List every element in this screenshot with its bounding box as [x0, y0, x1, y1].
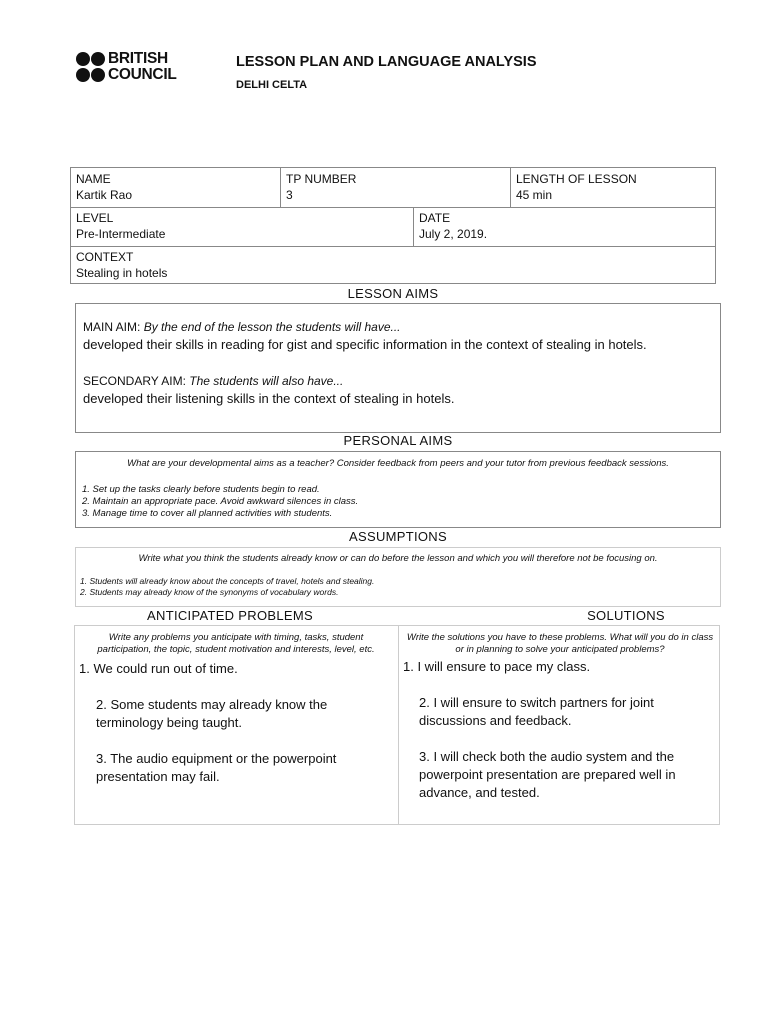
lesson-aims-heading: LESSON AIMS — [347, 286, 439, 301]
personal-aims-box — [75, 451, 721, 528]
level-cell — [71, 208, 413, 244]
main-aim-label: MAIN AIM: — [83, 320, 141, 334]
problems-solutions-table — [74, 625, 720, 825]
tp-number-value: 3 — [286, 188, 293, 202]
solution-item-2: 2. I will ensure to switch partners for joint discussions and feedback. — [419, 695, 654, 728]
assumption-item: 2. Students may already know of the synonyms of vocabulary words. — [80, 587, 339, 597]
level-value: Pre-Intermediate — [76, 227, 166, 241]
solution-item-3: 3. I will check both the audio system and the powerpoint presentation are prepared well in advance, and tested. — [419, 749, 676, 800]
document-title: LESSON PLAN AND LANGUAGE ANALYSIS — [236, 54, 537, 70]
assumption-item: 1. Students will already know about the concepts of travel, hotels and stealing. — [80, 576, 375, 586]
assumptions-prompt: Write what you think the students already know or can do before the lesson and which you will therefore not be focusing on. — [138, 553, 658, 564]
context-cell — [71, 247, 715, 283]
tp-number-label: TP NUMBER — [286, 172, 357, 186]
personal-aim-item: 3. Manage time to cover all planned activities with students. — [82, 508, 333, 519]
problem-item-2: 2. Some students may already know the terminology being taught. — [96, 697, 328, 730]
document-subtitle: DELHI CELTA — [236, 79, 308, 91]
problems-column — [79, 632, 393, 786]
secondary-aim-label: SECONDARY AIM: — [83, 374, 186, 388]
name-value: Kartik Rao — [76, 188, 133, 202]
personal-aim-item: 2. Maintain an appropriate pace. Avoid awkward silences in class. — [82, 496, 359, 507]
date-value: July 2, 2019. — [419, 227, 488, 241]
solutions-prompt: Write the solutions you have to these problems. What will you do in class or in planning to solve your anticipated problems? — [406, 632, 714, 655]
problems-prompt: Write any problems you anticipate with timing, tasks, student participation, the topic, student motivation and interests, level, etc. — [97, 632, 375, 655]
logo-line2: COUNCIL — [108, 66, 177, 83]
date-label: DATE — [419, 211, 451, 225]
length-cell — [511, 169, 715, 205]
lesson-aims-box — [75, 303, 721, 433]
problem-item-1: 1. We could run out of time. — [79, 661, 238, 676]
assumptions-box — [75, 547, 721, 607]
solutions-heading: SOLUTIONS — [587, 608, 665, 623]
length-label: LENGTH OF LESSON — [516, 172, 637, 186]
assumptions-heading: ASSUMPTIONS — [349, 529, 447, 544]
personal-aim-item: 1. Set up the tasks clearly before students begin to read. — [82, 484, 320, 495]
length-value: 45 min — [516, 188, 553, 202]
logo-line1: BRITISH — [108, 50, 168, 67]
context-label: CONTEXT — [76, 250, 134, 264]
personal-aims-prompt: What are your developmental aims as a teacher? Consider feedback from peers and your tutor from previous feedback sessions. — [127, 458, 669, 469]
name-cell — [71, 169, 280, 205]
british-council-logo — [74, 50, 184, 84]
main-aim-text: developed their skills in reading for gist and specific information in the context of stealing in hotels. — [83, 337, 647, 352]
anticipated-problems-heading: ANTICIPATED PROBLEMS — [147, 608, 313, 623]
secondary-aim-prompt: The students will also have... — [189, 374, 344, 388]
name-label: NAME — [76, 172, 111, 186]
secondary-aim-line — [83, 372, 713, 390]
context-value: Stealing in hotels — [76, 266, 168, 280]
solution-item-1: 1. I will ensure to pace my class. — [403, 659, 591, 674]
solutions-column — [403, 632, 717, 802]
main-aim-line — [83, 318, 713, 336]
personal-aims-heading: PERSONAL AIMS — [343, 433, 453, 448]
level-label: LEVEL — [76, 211, 114, 225]
date-cell — [414, 208, 714, 244]
main-aim-prompt: By the end of the lesson the students will have... — [143, 320, 401, 334]
lesson-info-table — [70, 167, 716, 284]
personal-aims-list — [82, 484, 714, 520]
secondary-aim-text: developed their listening skills in the context of stealing in hotels. — [83, 391, 455, 406]
tp-number-cell — [281, 169, 510, 205]
assumptions-list — [80, 576, 716, 598]
problem-item-3: 3. The audio equipment or the powerpoint presentation may fail. — [96, 751, 337, 784]
